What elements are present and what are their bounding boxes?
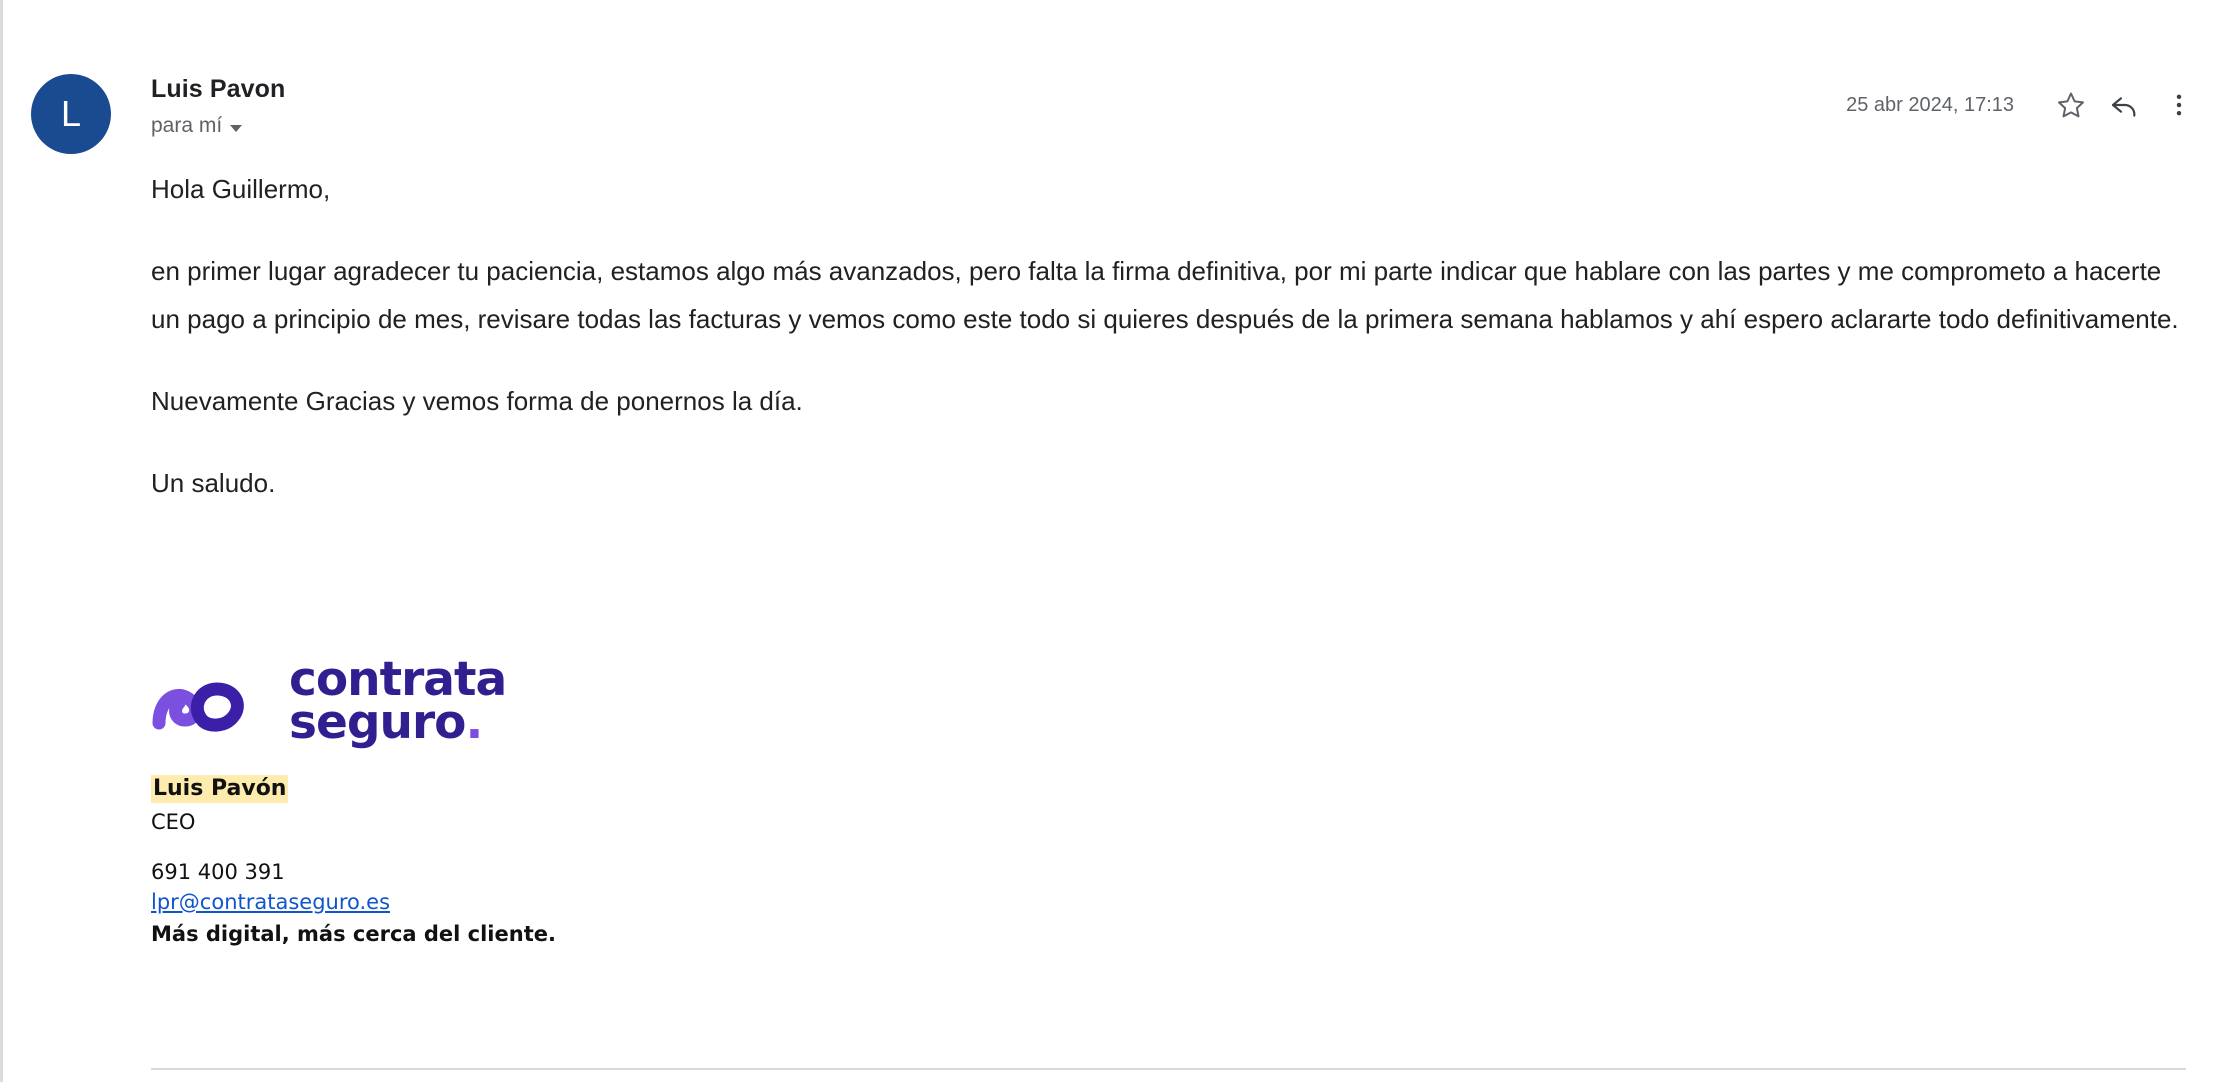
signature-role: CEO — [151, 810, 196, 834]
signature-name: Luis Pavón — [153, 776, 287, 801]
logo-wordmark — [289, 652, 507, 750]
email-header — [3, 0, 2226, 137]
more-vert-icon[interactable] — [2152, 78, 2206, 132]
signature-tagline: Más digital, más cerca del cliente. — [151, 922, 556, 946]
email-signature — [151, 652, 2186, 949]
recipient-row[interactable] — [151, 114, 285, 138]
sender-block — [151, 74, 285, 138]
logo-line-1: contrata — [289, 652, 507, 707]
logo-line-2: seguro — [289, 695, 466, 750]
reply-icon[interactable] — [2098, 78, 2152, 132]
body-paragraph: en primer lugar agradecer tu paciencia, estamos algo más avanzados, pero falta la firma definitiva, por mi parte indicar que hablare con las partes y me comprometo a hacerte un pago a principio de mes, revisare todas las facturas y vemos como este todo si quieres después de la primera semana hablamos y ahí espero aclararte todo definitivamente. — [151, 256, 2179, 334]
star-icon[interactable] — [2044, 78, 2098, 132]
body-paragraph: Hola Guillermo, — [151, 174, 331, 204]
chevron-down-icon[interactable] — [230, 125, 242, 132]
body-paragraph: Nuevamente Gracias y vemos forma de ponernos la día. — [151, 386, 803, 416]
email-message — [3, 0, 2226, 1082]
logo-dot: . — [465, 695, 483, 750]
logo-mark-icon — [151, 661, 271, 741]
signature-spacer — [151, 835, 2186, 857]
recipient-label: para mí — [151, 114, 223, 137]
avatar: L — [31, 74, 111, 154]
sender-name: Luis Pavon — [151, 75, 286, 103]
header-actions — [1846, 78, 2206, 132]
body-paragraph: Un saludo. — [151, 468, 276, 498]
logo-line-2-wrap — [289, 695, 506, 750]
divider — [151, 1068, 2186, 1070]
email-body — [151, 165, 2186, 507]
signature-email-link[interactable]: lpr@contrataseguro.es — [151, 890, 391, 914]
timestamp: 25 abr 2024, 17:13 — [1846, 94, 2014, 116]
contrataseguro-logo — [151, 652, 2186, 750]
signature-phone: 691 400 391 — [151, 860, 285, 884]
